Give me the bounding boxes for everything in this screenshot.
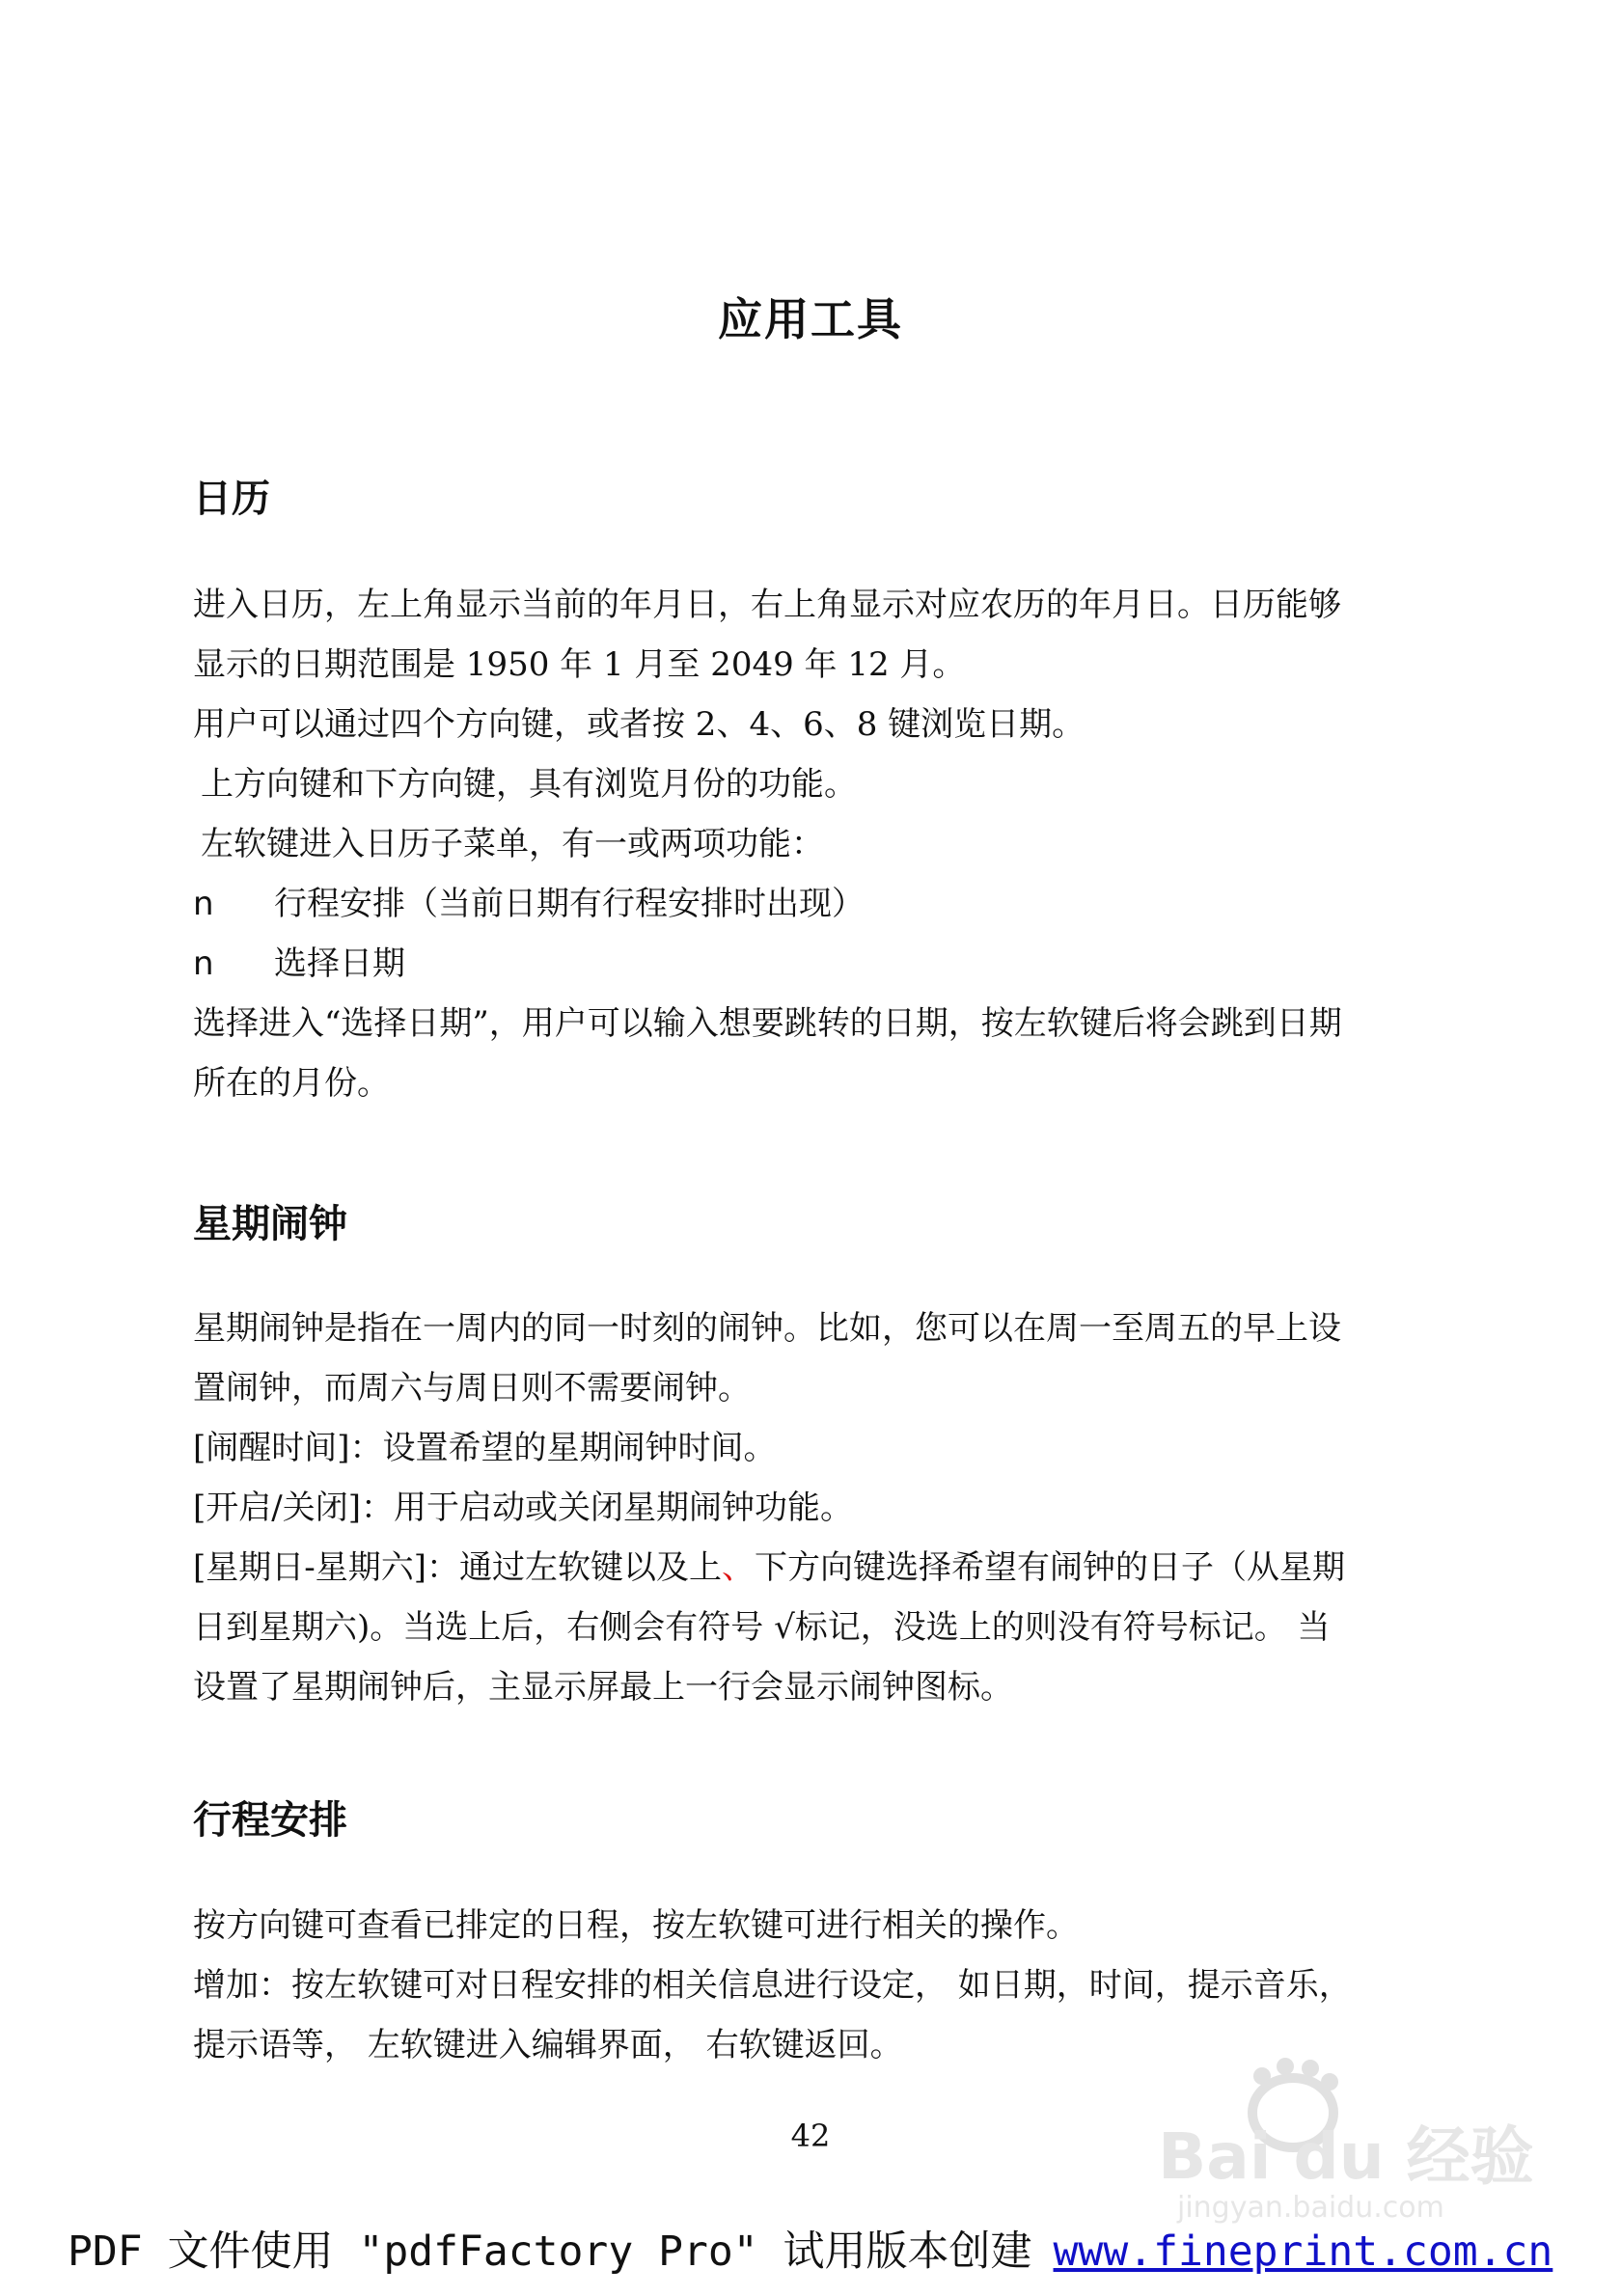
body-text: 下方向键选择希望有闹钟的日子（从星期 [755,1548,1346,1587]
bullet-mark: n [193,944,214,983]
watermark-brand: Bai du 经验 [1158,2119,1534,2194]
watermark-url: jingyan.baidu.com [1177,2191,1444,2225]
pdf-footer [68,2219,1552,2278]
body-line: 用户可以通过四个方向键，或者按 2、4、6、8 键浏览日期。 [193,705,1085,744]
body-line: 所在的月份。 [193,1064,390,1103]
body-line: 星期闹钟是指在一周内的同一时刻的闹钟。比如，您可以在周一至周五的早上设 [193,1309,1341,1348]
body-line: [闹醒时间]：设置希望的星期闹钟时间。 [193,1429,777,1467]
bullet-mark: n [193,885,214,923]
section-heading-weekly-alarm: 星期闹钟 [193,1202,347,1246]
body-text: [星期日-星期六]：通过左软键以及上 [193,1548,723,1587]
body-line: 增加：按左软键可对日程安排的相关信息进行设定， 如日期，时间，提示音乐， [193,1966,1352,2005]
red-separator: 、 [722,1548,756,1587]
bullet-item [193,874,1428,934]
footer-link[interactable]: www.fineprint.com.cn [1053,2228,1553,2276]
bullet-item [193,934,1428,994]
section-heading-schedule: 行程安排 [193,1798,347,1843]
bullet-text: 选择日期 [274,944,405,983]
section-body-calendar [193,575,1428,1113]
body-line: 日到星期六)。当选上后，右侧会有符号 √标记，没选上的则没有符号标记。 当 [193,1608,1331,1647]
page-number: 42 [790,2118,831,2154]
body-line: 显示的日期范围是 1950 年 1 月至 2049 年 12 月。 [193,645,966,684]
body-line [193,1538,1428,1598]
body-line: 按方向键可查看已排定的日程，按左软键可进行相关的操作。 [193,1906,1079,1945]
body-line: 提示语等， 左软键进入编辑界面， 右软键返回。 [193,2026,903,2064]
section-heading-calendar: 日历 [193,477,270,521]
body-line: 左软键进入日历子菜单，有一或两项功能： [201,825,824,863]
body-line: [开启/关闭]：用于启动或关闭星期闹钟功能。 [193,1489,853,1527]
baidu-jingyan-watermark [1148,2055,1573,2228]
section-body-schedule [193,1896,1428,2075]
bullet-text: 行程安排（当前日期有行程安排时出现） [274,885,865,923]
body-line: 置闹钟，而周六与周日则不需要闹钟。 [193,1369,751,1408]
body-line: 上方向键和下方向键，具有浏览月份的功能。 [201,765,857,804]
footer-text: PDF 文件使用 "pdfFactory Pro" 试用版本创建 [68,2228,1032,2276]
section-body-weekly-alarm [193,1298,1428,1717]
body-line: 选择进入“选择日期”，用户可以输入想要跳转的日期，按左软键后将会跳到日期 [193,1004,1342,1043]
body-line: 设置了星期闹钟后，主显示屏最上一行会显示闹钟图标。 [193,1668,1013,1707]
body-line: 进入日历，左上角显示当前的年月日，右上角显示对应农历的年月日。日历能够 [193,586,1341,624]
page-title: 应用工具 [718,293,903,345]
